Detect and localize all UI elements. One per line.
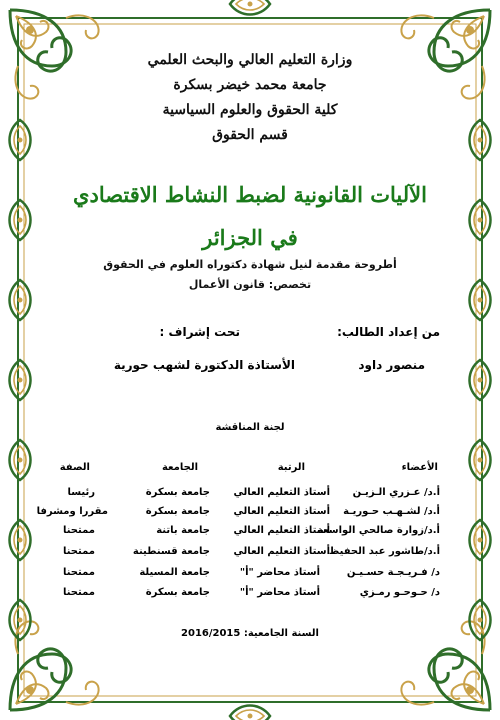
member-role: ممتحنا <box>62 587 95 598</box>
header-university: الجامعة <box>161 462 198 473</box>
thesis-title-line2: في الجزائر <box>202 225 298 250</box>
member-name: د/ فـريـجـة حسـيـن <box>346 567 440 578</box>
member-rank: أستاذ محاضر "أ" <box>239 587 320 598</box>
member-role: رئيسا <box>67 487 95 498</box>
header-members: الأعضاء <box>401 462 438 473</box>
prepared-by-label: من إعداد الطالب: <box>337 325 440 339</box>
member-name: د/ حـوحـو رمـزي <box>359 587 440 598</box>
faculty-name: كلية الحقوق والعلوم السياسية <box>162 102 338 118</box>
member-name: أ.د/زوارة صالحي الواسعة <box>317 525 440 536</box>
thesis-title-line1: الآليات القانونية لضبط النشاط الاقتصادي <box>73 182 427 207</box>
member-rank: أستاذ التعليم العالي <box>233 546 330 557</box>
member-university: جامعة باتنة <box>156 525 210 536</box>
supervisor-name: الأستاذة الدكتورة لشهب حورية <box>113 358 295 372</box>
member-role: ممتحنا <box>62 546 95 557</box>
header-role: الصفة <box>59 462 90 473</box>
member-university: جامعة بسكرة <box>145 587 210 598</box>
member-rank: أستاذ محاضر "أ" <box>239 567 320 578</box>
member-name: أ.د/ لشـهـب حـوريـة <box>343 506 440 517</box>
member-role: ممتحنا <box>62 567 95 578</box>
member-university: جامعة قسنطينة <box>132 546 210 557</box>
department-name: قسم الحقوق <box>212 127 288 143</box>
member-role: ممتحنا <box>62 525 95 536</box>
thesis-description: أطروحة مقدمة لنيل شهادة دكتوراه العلوم في الحقوق <box>103 258 397 271</box>
member-role: مقررا ومشرفا <box>36 506 108 517</box>
member-university: جامعة بسكرة <box>145 506 210 517</box>
academic-year: السنة الجامعية: 2016/2015 <box>181 628 319 639</box>
student-name: منصور داود <box>358 358 425 372</box>
member-name: أ.د/طاشور عبد الحفيظ <box>328 546 440 557</box>
member-university: جامعة المسيلة <box>139 567 210 578</box>
member-rank: أستاذ التعليم العالي <box>233 525 330 536</box>
member-rank: أستاذ التعليم العالي <box>233 506 330 517</box>
member-rank: أستاذ التعليم العالي <box>233 487 330 498</box>
committee-title: لجنة المناقشة <box>215 422 285 433</box>
supervisor-label: تحت إشراف : <box>159 325 240 339</box>
speciality: تخصص: قانون الأعمال <box>188 278 312 291</box>
member-university: جامعة بسكرة <box>145 487 210 498</box>
university-name: جامعة محمد خيضر بسكرة <box>173 77 327 93</box>
member-name: أ.د/ عـزري الـزيـن <box>352 487 440 498</box>
header-rank: الرتبة <box>277 462 305 473</box>
ministry-name: وزارة التعليم العالي والبحث العلمي <box>147 52 353 68</box>
